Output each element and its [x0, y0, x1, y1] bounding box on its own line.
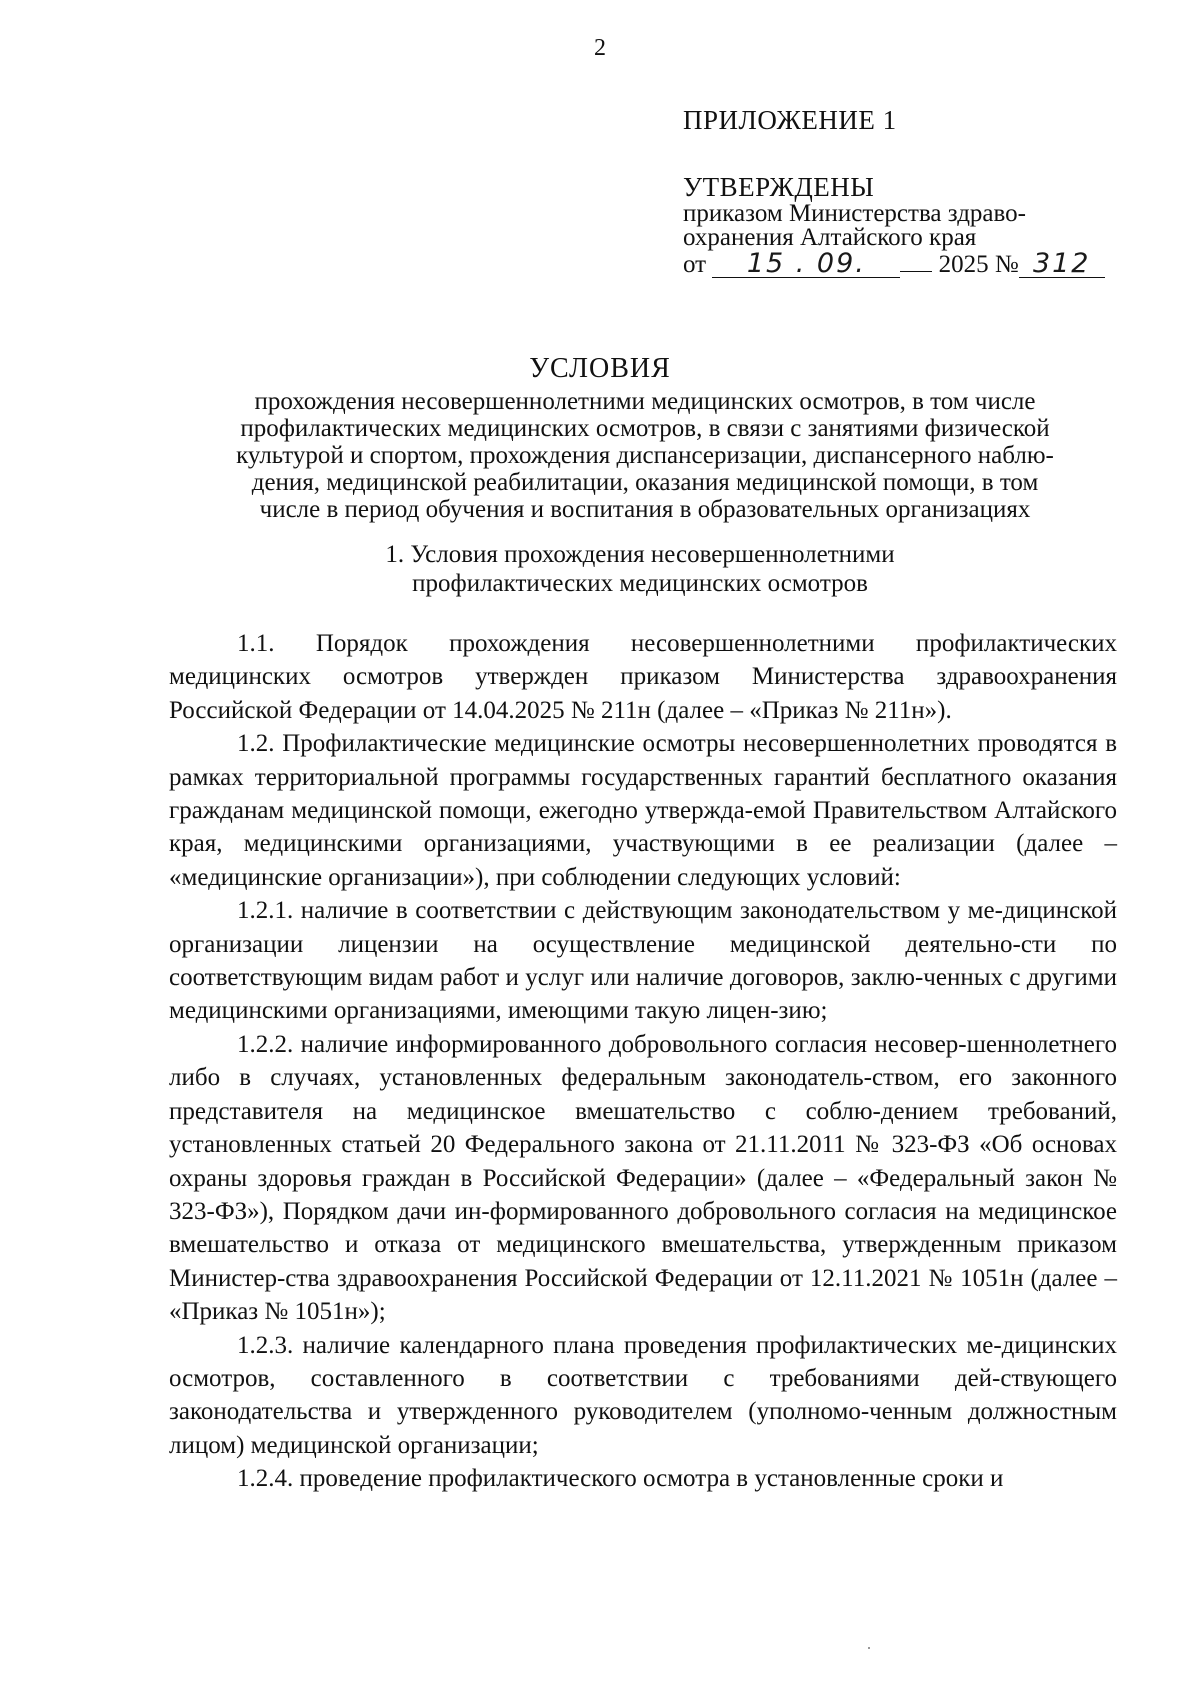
- order-number-blank: [1019, 248, 1105, 279]
- section-heading-line: профилактических медицинских осмотров: [412, 570, 868, 597]
- order-number-handwritten: 312: [1032, 248, 1091, 279]
- order-date-handwritten: 15 . 09.: [746, 248, 866, 279]
- subtitle-line: числе в период обучения и воспитания в образовательных организациях: [259, 496, 1031, 523]
- subtitle-line: дения, медицинской реабилитации, оказания медицинской помощи, в том: [251, 469, 1039, 496]
- subtitle-line: культурой и спортом, прохождения диспансеризации, диспансерного наблю-: [236, 442, 1054, 469]
- subtitle-line: профилактических медицинских осмотров, в связи с занятиями физической: [240, 415, 1050, 442]
- approval-stamp-block: [683, 104, 1103, 280]
- approved-by-line-2: охранения Алтайского края: [683, 224, 977, 251]
- section-heading-line: 1. Условия прохождения несовершеннолетними: [385, 541, 895, 568]
- order-date-blank: [712, 248, 900, 279]
- document-title: УСЛОВИЯ: [529, 353, 671, 384]
- paragraph-1-2-3: 1.2.3. наличие календарного плана проведения профилактических ме-дицинских осмотров, составленного в соответствии с требованиями дей-ствующего законодательства и утвержденного руководителем (уполномо-ченным должностным лицом) медицинской организации;: [169, 1331, 1117, 1459]
- scan-artifact-dot: [868, 1647, 870, 1649]
- order-prefix: от: [683, 251, 707, 278]
- page-number: 2: [594, 35, 606, 61]
- order-year: 2025 №: [938, 251, 1019, 278]
- paragraph-1-2: 1.2. Профилактические медицинские осмотры несовершеннолетних проводятся в рамках территориальной программы государственных гарантий бесплатного оказания гражданам медицинской помощи, ежегодно утвержда-емой Правительством Алтайского края, медицинскими организациями, участвующими в ее реализации (далее – «медицинские организации»), при соблюдении следующих условий:: [169, 730, 1117, 891]
- paragraph-1-2-4: 1.2.4. проведение профилактического осмотра в установленные сроки и: [237, 1465, 1004, 1493]
- order-date-blank-tail: [900, 271, 932, 272]
- body-text: [169, 627, 1117, 1496]
- paragraph-1-2-1: 1.2.1. наличие в соответствии с действующим законодательством у ме-дицинской организации лицензии на осуществление медицинской деятельно-сти по соответствующим видам работ и услуг или наличие договоров, заклю-ченных с другими медицинскими организациями, имеющими такую лицен-зию;: [169, 897, 1117, 1025]
- order-date-line: [683, 250, 1103, 280]
- appendix-label: ПРИЛОЖЕНИЕ 1: [683, 105, 897, 135]
- approved-by-line-1: приказом Министерства здраво-: [683, 200, 1026, 227]
- paragraph-1-2-2: 1.2.2. наличие информированного добровольного согласия несовер-шеннолетнего либо в случаях, установленных федеральным законодатель-ством, его законного представителя на медицинское вмешательство с соблю-дением требований, установленных статьей 20 Федерального закона от 21.11.2011 № 323-ФЗ «Об основах охраны здоровья граждан в Российской Федерации» (далее – «Федеральный закон № 323-ФЗ»), Порядком дачи ин-формированного добровольного согласия на медицинское вмешательство и отказа от медицинского вмешательства, утвержденным приказом Министер-ства здравоохранения Российской Федерации от 12.11.2021 № 1051н (далее – «Приказ № 1051н»);: [169, 1030, 1117, 1326]
- document-subtitle: [160, 388, 1130, 523]
- subtitle-line: прохождения несовершеннолетними медицинских осмотров, в том числе: [254, 388, 1036, 415]
- approved-label: УТВЕРЖДЕНЫ: [683, 172, 875, 202]
- section-heading: [160, 540, 1120, 598]
- paragraph-1-1: 1.1. Порядок прохождения несовершеннолетними профилактических медицинских осмотров утвержден приказом Министерства здравоохранения Российской Федерации от 14.04.2025 № 211н (далее – «Приказ № 211н»).: [169, 630, 1117, 724]
